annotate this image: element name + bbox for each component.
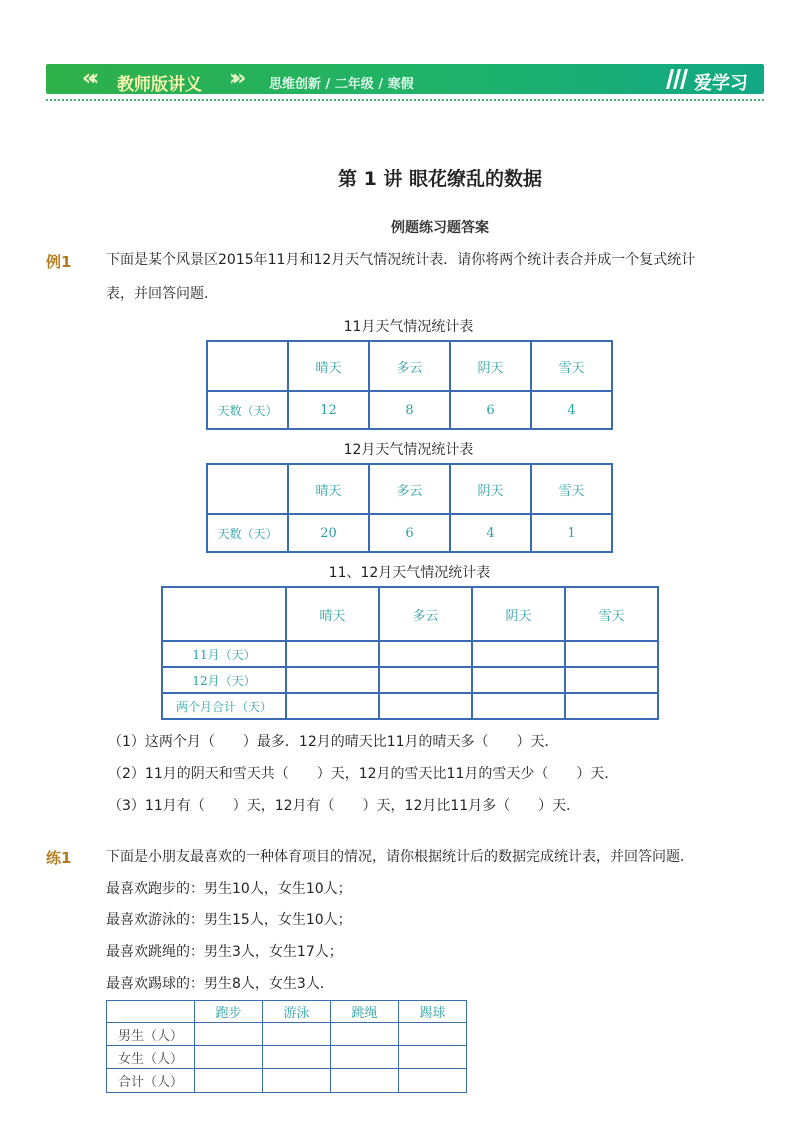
table-cell xyxy=(399,1069,467,1093)
table-header-cell: 踢球 xyxy=(399,1001,467,1023)
table-cell xyxy=(565,641,658,667)
table-header-cell: 多云 xyxy=(379,587,472,641)
table-cell: 6 xyxy=(450,391,531,429)
table-header-cell: 跳绳 xyxy=(331,1001,399,1023)
example-text-line2: 表，并回答问题． xyxy=(106,286,218,302)
table-cell xyxy=(263,1046,331,1069)
table-cell xyxy=(472,641,565,667)
table-cell xyxy=(399,1023,467,1046)
table-row-label: 12月（天） xyxy=(162,667,286,693)
table-cell: 4 xyxy=(531,391,612,429)
table-cell xyxy=(195,1023,263,1046)
table-row-label: 男生（人） xyxy=(107,1023,195,1046)
practice-fact: 最喜欢跑步的：男生10人，女生10人； xyxy=(106,881,352,897)
table-combined-caption: 11、12月天气情况统计表 xyxy=(328,565,491,581)
table-cell: 8 xyxy=(369,391,450,429)
table-row-label: 两个月合计（天） xyxy=(162,693,286,719)
table-header-cell: 多云 xyxy=(369,341,450,391)
example-tag: 例1 xyxy=(46,253,72,271)
table-header-cell: 阴天 xyxy=(450,464,531,514)
header-subtitle: 思维创新 / 二年级 / 寒假 xyxy=(269,77,414,92)
table-sports xyxy=(106,1000,467,1093)
table-cell: 6 xyxy=(369,514,450,552)
section-title: 例题练习题答案 xyxy=(391,220,489,236)
table-cell: 4 xyxy=(450,514,531,552)
chevron-left-icon: «‹ xyxy=(82,66,94,91)
table-header-cell: 雪天 xyxy=(531,341,612,391)
practice-intro: 下面是小朋友最喜欢的一种体育项目的情况，请你根据统计后的数据完成统计表，并回答问题． xyxy=(106,849,694,865)
table-cell xyxy=(379,667,472,693)
table-cell xyxy=(565,693,658,719)
table-dec-caption: 12月天气情况统计表 xyxy=(343,442,474,458)
table-header-cell xyxy=(207,341,288,391)
table-row-label: 11月（天） xyxy=(162,641,286,667)
table-cell xyxy=(472,667,565,693)
table-cell xyxy=(565,667,658,693)
question-1: （1）这两个月（ ）最多．12月的晴天比11月的晴天多（ ）天． xyxy=(108,734,559,750)
table-cell xyxy=(286,641,379,667)
table-dec xyxy=(206,463,613,553)
table-header-cell: 晴天 xyxy=(288,341,369,391)
lecture-title: 第 1 讲 眼花缭乱的数据 xyxy=(337,168,543,190)
table-cell xyxy=(195,1069,263,1093)
table-header-cell xyxy=(107,1001,195,1023)
chevron-right-icon: ›» xyxy=(229,66,241,91)
practice-tag: 练1 xyxy=(46,849,72,867)
question-3: （3）11月有（ ）天，12月有（ ）天，12月比11月多（ ）天． xyxy=(108,798,581,814)
table-cell: 1 xyxy=(531,514,612,552)
table-header-cell: 跑步 xyxy=(195,1001,263,1023)
table-cell: 12 xyxy=(288,391,369,429)
table-cell xyxy=(331,1023,399,1046)
table-header-cell xyxy=(162,587,286,641)
table-cell xyxy=(331,1046,399,1069)
question-2: （2）11月的阴天和雪天共（ ）天，12月的雪天比11月的雪天少（ ）天． xyxy=(108,766,619,782)
table-cell xyxy=(379,641,472,667)
table-header-cell: 晴天 xyxy=(288,464,369,514)
table-header-cell xyxy=(207,464,288,514)
table-header-cell: 阴天 xyxy=(450,341,531,391)
header-divider xyxy=(46,99,764,101)
table-header-cell: 晴天 xyxy=(286,587,379,641)
table-nov xyxy=(206,340,613,430)
table-header-cell: 多云 xyxy=(369,464,450,514)
table-header-cell: 雪天 xyxy=(531,464,612,514)
practice-fact: 最喜欢跳绳的：男生3人，女生17人； xyxy=(106,944,343,960)
example-text-line1: 下面是某个风景区2015年11月和12月天气情况统计表．请你将两个统计表合并成一个复式统计 xyxy=(106,252,696,268)
table-cell xyxy=(399,1046,467,1069)
table-cell xyxy=(263,1069,331,1093)
table-cell xyxy=(472,693,565,719)
table-cell xyxy=(263,1023,331,1046)
table-header-cell: 雪天 xyxy=(565,587,658,641)
table-row-label: 天数（天） xyxy=(207,514,288,552)
table-cell: 20 xyxy=(288,514,369,552)
logo-text: 爱学习 xyxy=(694,73,748,94)
table-cell xyxy=(331,1069,399,1093)
table-row-label: 天数（天） xyxy=(207,391,288,429)
table-row-label: 女生（人） xyxy=(107,1046,195,1069)
table-nov-caption: 11月天气情况统计表 xyxy=(343,319,474,335)
table-header-cell: 阴天 xyxy=(472,587,565,641)
table-combined xyxy=(161,586,659,720)
practice-fact: 最喜欢游泳的：男生15人，女生10人； xyxy=(106,912,352,928)
table-cell xyxy=(379,693,472,719)
practice-fact: 最喜欢踢球的：男生8人，女生3人． xyxy=(106,976,334,992)
table-row-label: 合计（人） xyxy=(107,1069,195,1093)
table-header-cell: 游泳 xyxy=(263,1001,331,1023)
table-cell xyxy=(286,693,379,719)
table-cell xyxy=(286,667,379,693)
table-cell xyxy=(195,1046,263,1069)
brand-title: 教师版讲义 xyxy=(117,75,202,95)
logo-icon xyxy=(664,67,690,91)
